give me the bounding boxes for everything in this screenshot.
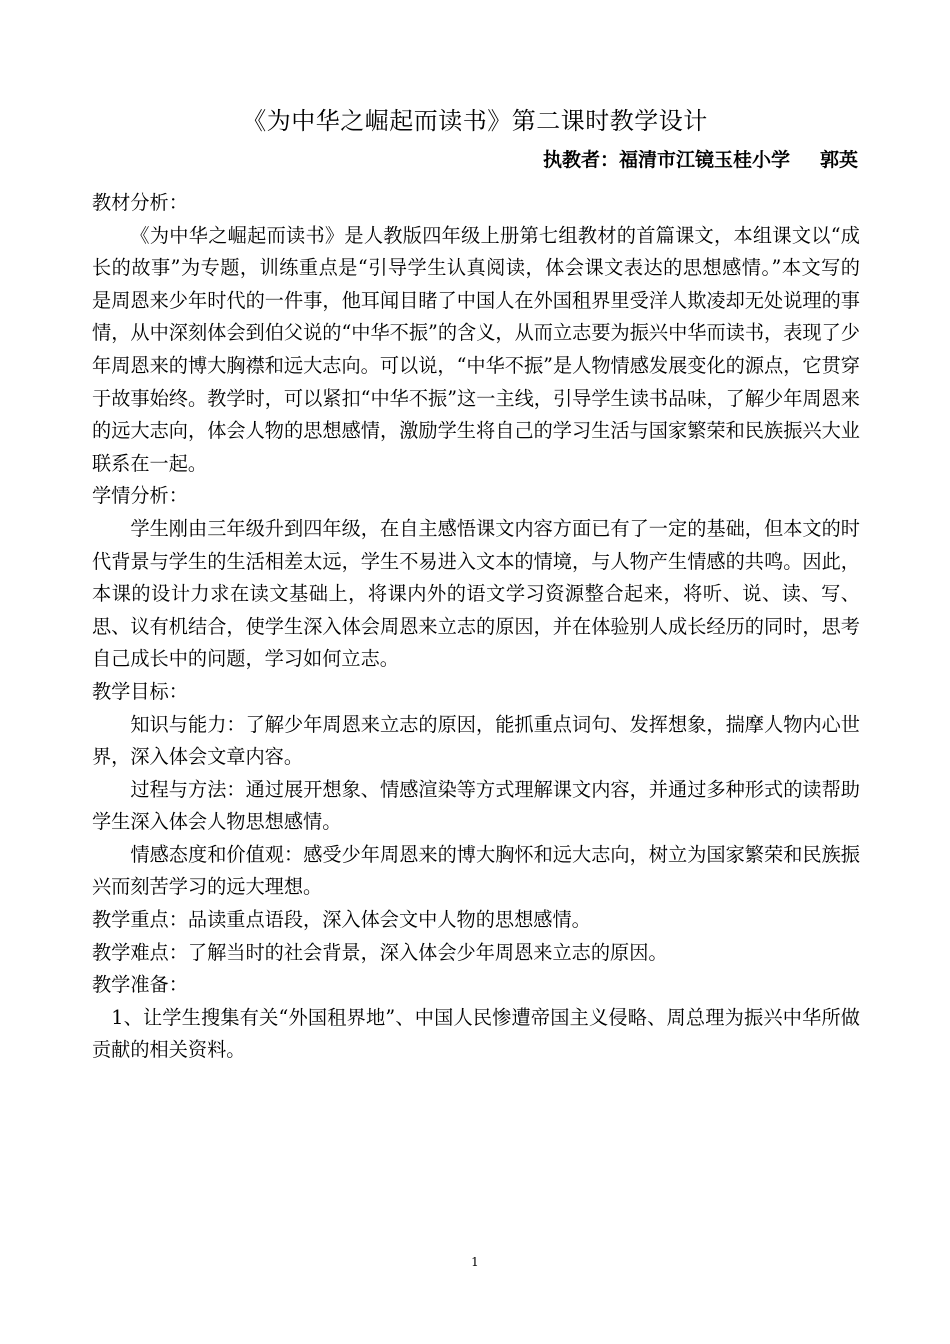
paragraph-material-analysis: 《为中华之崛起而读书》是人教版四年级上册第七组教材的首篇课文，本组课文以“成长的故事”为专题，训练重点是“引导学生认真阅读，体会课文表达的思想感情。”本文写的是周恩来少年时代的一件事，他耳闻目睹了中国人在外国租界里受洋人欺凌却无处说理的事情，从中深刻体会到伯父说的“中华不振”的含义，从而立志要为振兴中华而读书，表现了少年周恩来的博大胸襟和远大志向。可以说，“中华不振”是人物情感发展变化的源点，它贯穿于故事始终。教学时，可以紧扣“中华不振”这一主线，引导学生读书品味，了解少年周恩来的远大志向，体会人物的思想感情，激励学生将自己的学习生活与国家繁荣和民族振兴大业联系在一起。	[92, 223, 860, 475]
page-number: 1	[471, 1255, 479, 1269]
paragraph-prep-item-1: 1、让学生搜集有关“外国租界地”、中国人民惨遭帝国主义侵略、周总理为振兴中华所做贡献的相关资料。	[92, 1005, 860, 1062]
paragraph-goal-process: 过程与方法：通过展开想象、情感渲染等方式理解课文内容，并通过多种形式的读帮助学生深入体会人物思想感情。	[92, 777, 860, 834]
paragraph-student-analysis: 学生刚由三年级升到四年级，在自主感悟课文内容方面已有了一定的基础，但本文的时代背景与学生的生活相差太远，学生不易进入文本的情境，与人物产生情感的共鸣。因此，本课的设计力求在读文基础上，将课内外的语文学习资源整合起来，将听、说、读、写、思、议有机结合，使学生深入体会周恩来立志的原因，并在体验别人成长经历的同时，思考自己成长中的问题，学习如何立志。	[92, 516, 860, 671]
paragraph-goal-knowledge: 知识与能力：了解少年周恩来立志的原因，能抓重点词句、发挥想象，揣摩人物内心世界，深入体会文章内容。	[92, 712, 860, 769]
section-heading-goals: 教学目标：	[92, 679, 188, 703]
author-line	[543, 145, 858, 175]
paragraph-key-point: 教学重点：品读重点语段，深入体会文中人物的思想感情。	[92, 908, 591, 932]
section-heading-material: 教材分析：	[92, 191, 188, 214]
author-label: 执教者：福清市江镜玉桂小学	[542, 149, 790, 171]
paragraph-goal-emotion: 情感态度和价值观：感受少年周恩来的博大胸怀和远大志向，树立为国家繁荣和民族振兴而刻苦学习的远大理想。	[92, 842, 860, 899]
section-heading-student: 学情分析：	[92, 484, 188, 508]
section-heading-prep: 教学准备：	[92, 973, 188, 997]
document-title: 《为中华之崛起而读书》第二课时教学设计	[242, 107, 708, 135]
author-name: 郭英	[819, 149, 858, 171]
document-body	[92, 187, 860, 1067]
paragraph-difficulty: 教学难点：了解当时的社会背景，深入体会少年周恩来立志的原因。	[92, 940, 668, 964]
